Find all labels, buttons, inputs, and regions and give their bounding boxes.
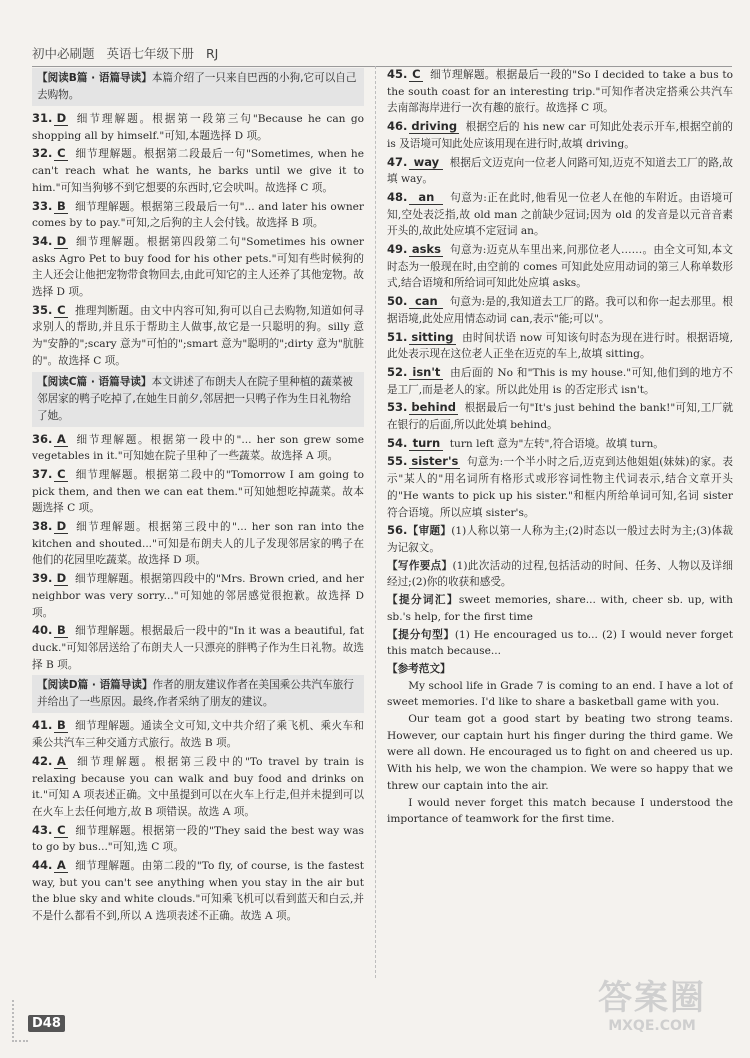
watermark-logo-text: 答案圈 [598,978,706,1018]
answer-48: 48. an 句意为:正在此时,他看见一位老人在他的车附近。由语境可知,空处表泛指,故 old man 之前缺少冠词;因为 old 的发音是以元音音素开头的,故此处应填不定冠词 an。 [387,189,733,238]
answer-56-review: 56.【审题】(1)人称以第一人称为主;(2)时态以一般过去时为主;(3)体裁为记叙文。 [387,523,733,554]
answer-47: 47. way 根据后文迈克向一位老人问路可知,迈克不知道去工厂的路,故填 way。 [387,154,733,186]
book-subject: 英语七年级下册 [106,46,195,61]
reading-b-guide: 【阅读B篇 · 语篇导读】本篇介绍了一只来自巴西的小狗,它可以自己去购物。 [32,68,364,106]
answer-53: 53. behind 根据最后一句"It's just behind the bank!"可知,工厂就在银行的后面,所以此处填 behind。 [387,400,733,432]
answer-49: 49. asks 句意为:迈克从车里出来,问那位老人……。由全文可知,本文时态为一般现在时,由空前的 comes 可知此处应用动词的第三人称单数形式,结合语境和所给词可知此处应填 asks。 [387,242,733,290]
answer-50: 50. can 句意为:是的,我知道去工厂的路。我可以和你一起去那里。根据语境,此处应用情态动词 can,表示"能;可以"。 [387,294,733,325]
answer-46: 46. driving 根据空后的 his new car 可知此处表示开车,根据空前的 is 及语境可知此处应该用现在进行时,故填 driving。 [387,119,733,150]
right-column [387,66,733,978]
essay-paragraph: My school life in Grade 7 is coming to an end. I have a lot of sweet memories. I'd like to share a basketball game with you. [387,679,733,709]
answer-54: 54. turn turn left 意为"左转",符合语境。故填 turn。 [387,435,664,450]
answer-39: 39. D 细节理解题。根据第四段中的"Mrs. Brown cried, and her neighbor was very sorry..."可知她的邻居感觉很抱歉。故选择 D 项。 [32,571,364,619]
answer-36: 36. A 细节理解题。根据第一段中的"... her son grew some vegetables in it."可知她在院子里种了一些蔬菜。故选择 A 项。 [32,431,364,463]
answer-31: 31. D 细节理解题。根据第一段第三句"Because he can go shopping all by himself."可知,本题选择 D 项。 [32,111,364,142]
answer-44: 44. A 细节理解题。由第二段的"To fly, of course, is the fastest way, but you can't see anything when you stay in the air but the blue sky and white clouds."可知乘飞机可以看到蓝天和白云,并不是什么都看不到,所以 A 选项表述不正确。故选 A 项。 [32,858,364,923]
answer-33: 33. B 细节理解题。根据第三段最后一句"... and later his owner comes by to pay."可知,之后狗的主人会付钱。故选择 B 项。 [32,198,364,230]
answer-32: 32. C 细节理解题。根据第二段最后一句"Sometimes, when he can't reach what he wants, he barks until we give it to him."可知当狗够不到它想要的东西时,它会吠叫。故选择 C 项。 [32,146,364,194]
left-column [32,66,364,978]
reading-c-guide: 【阅读C篇 · 语篇导读】本文讲述了布朗夫人在院子里种植的蔬菜被邻居家的鸭子吃掉了,在她生日前夕,邻居把一只鸭子作为生日礼物给了她。 [32,372,364,427]
answer-42: 42. A 细节理解题。根据第三段中的"To travel by train is relaxing because you can walk and buy food and drinks on it."可知 A 项表述正确。文中虽提到可以在火车上行走,但并未提到可以在火车上去任何地方,故 B 项错误。故选 A 项。 [32,753,364,818]
answer-52: 52. isn't 由后面的 No 和"This is my house."可知,他们到的地方不是工厂,而是老人的家。所以此处用 is 的否定形式 isn't。 [387,364,733,396]
answer-43: 43. C 细节理解题。根据第一段的"They said the best way was to go by bus..."可知,选 C 项。 [32,822,364,854]
watermark-logo [582,978,722,1040]
essay-paragraph: I would never forget this match because I understood the importance of teamwork for the first time. [387,796,733,826]
page-header [32,44,732,67]
model-essay-label: 【参考范文】 [387,662,451,675]
essay-paragraph: Our team got a good start by beating two strong teams. However, our captain hurt his finger during the third game. We were all down. He encouraged us to fight on and cheered us up. With his help, we won the champion. We were so happy that we threw our captain into the air. [387,713,733,792]
answer-55: 55. sister's 句意为:一个半小时之后,迈克到达他姐姐(妹妹)的家。表示"某人的"用名词所有格形式或形容词性物主代词表示,结合文章开头的"He wants to pick up his sister."和框内所给单词可知,名词 sister 符合语境。所以应填 sister's。 [387,454,733,519]
answer-40: 40. B 细节理解题。根据最后一段中的"In it was a beautiful, fat duck."可知邻居送给了布朗夫人一只漂亮的胖鸭子作为生日礼物。故选择 B 项。 [32,623,364,671]
book-edition: RJ [206,46,219,61]
answer-38: 38. D 细节理解题。根据第三段中的"... her son ran into the kitchen and shouted..."可知是布朗夫人的儿子发现邻居家的鸭子在他们的花园里吃蔬菜。故选择 D 项。 [32,519,364,567]
book-series: 初中必刷题 [32,46,95,61]
answer-45: 45. C 细节理解题。根据最后一段的"So I decided to take a bus to the south coast for an interesting trip."可知作者决定搭乘公共汽车去南部海岸进行一次有趣的旅行。故选择 C 项。 [387,67,733,115]
page-corner-decoration [12,1000,28,1042]
column-divider [375,66,376,978]
answer-56-words: 【提分词汇】sweet memories, share... with, cheer sb. up, with sb.'s help, for the first time [387,594,733,623]
answer-34: 34. D 细节理解题。根据第四段第二句"Sometimes his owner asks Agro Pet to buy food for his other pets."可知有些时候狗的主人还会让他把宠物带食物回去,由此可知它的主人还养了其他宠物。故选择 D 项。 [32,233,364,299]
answer-41: 41. B 细节理解题。通读全文可知,文中共介绍了乘飞机、乘火车和乘公共汽车三种交通方式旅行。故选 B 项。 [32,718,364,750]
watermark-url: MXQE.COM [608,1018,696,1034]
answer-37: 37. C 细节理解题。根据第二段中的"Tomorrow I am going to pick them, and then we can eat them."可知她想吃掉蔬菜。故本题选择 C 项。 [32,466,364,515]
reading-d-guide: 【阅读D篇 · 语篇导读】作者的朋友建议作者在美国乘公共汽车旅行并给出了一些原因。最终,作者采纳了朋友的建议。 [32,675,364,713]
answer-56-sentences: 【提分句型】(1) He encouraged us to... (2) I would never forget this match because... [387,628,733,658]
page-number: D48 [28,1015,65,1032]
answer-35: 35. C 推理判断题。由文中内容可知,狗可以自己去购物,知道如何寻求别人的帮助,并且乐于帮助主人做事,故它是一只聪明的狗。silly 意为"安静的";scary 意为"可怕的";smart 意为"聪明的";dirty 意为"肮脏的"。故选择 C 项。 [32,302,364,367]
answer-56-points: 【写作要点】(1)此次活动的过程,包括活动的时间、任务、人物以及详细经过;(2)你的收获和感受。 [387,559,733,589]
model-essay [387,678,733,828]
answer-51: 51. sitting 由时间状语 now 可知该句时态为现在进行时。根据语境,此处表示现在这位老人正坐在迈克的车上,故填 sitting。 [387,329,733,361]
